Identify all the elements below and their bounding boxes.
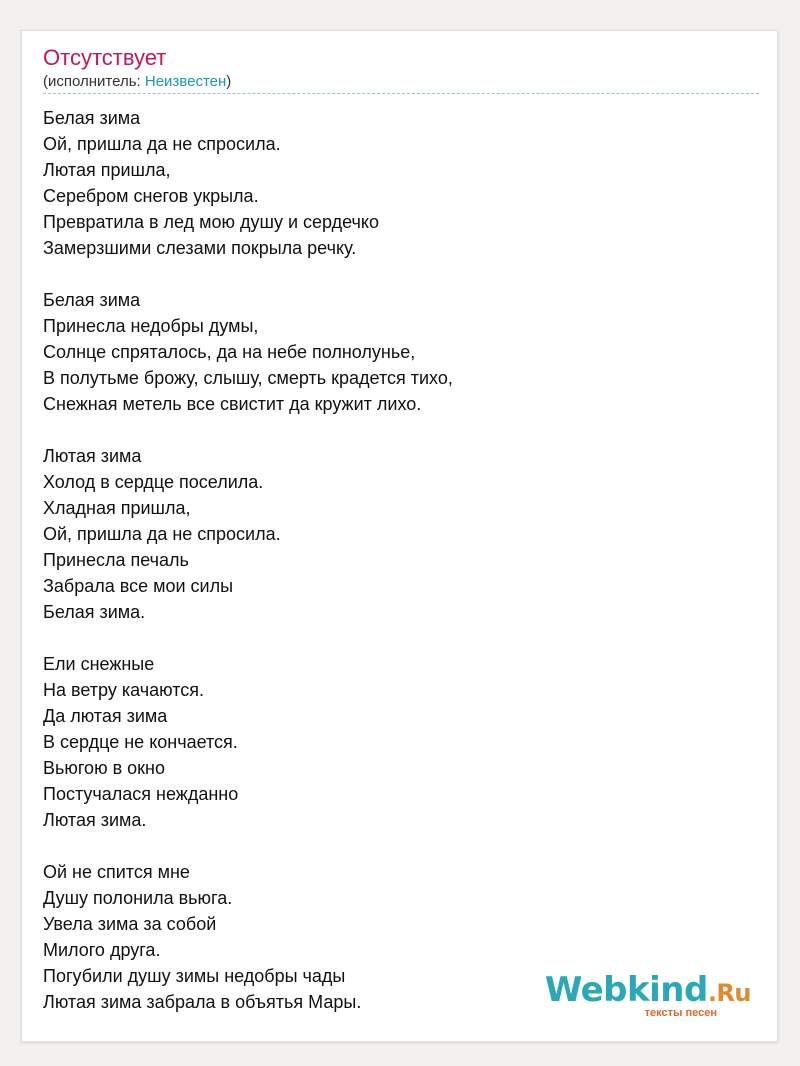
lyric-line: Ели снежные <box>43 654 155 674</box>
lyric-line: Милого друга. <box>43 940 161 960</box>
stanza <box>43 651 453 833</box>
lyric-line: Лютая зима забрала в объятья Мары. <box>43 992 362 1012</box>
lyric-line: Серебром снегов укрыла. <box>43 186 259 206</box>
lyric-line: Лютая зима <box>43 446 142 466</box>
stanza <box>43 287 453 417</box>
lyric-line: Забрала все мои силы <box>43 576 234 596</box>
lyric-line: Погубили душу зимы недобры чады <box>43 966 346 986</box>
logo-main: Webkind <box>544 970 708 1010</box>
logo-tagline: тексты песен <box>644 1007 717 1019</box>
lyric-line: Принесла недобры думы, <box>43 316 259 336</box>
lyric-line: Ой, пришла да не спросила. <box>43 134 281 154</box>
lyric-line: Холод в сердце поселила. <box>43 472 264 492</box>
lyric-line: Белая зима <box>43 108 141 128</box>
lyric-line: В полутьме брожу, слышу, смерть крадется тихо, <box>43 368 453 388</box>
logo-tld: .Ru <box>707 979 751 1007</box>
divider <box>43 93 759 94</box>
stanza <box>43 859 453 1015</box>
lyric-line: В сердце не кончается. <box>43 732 238 752</box>
performer-link[interactable]: Неизвестен <box>144 73 227 90</box>
webkind-logo[interactable] <box>545 972 751 1019</box>
lyric-line: Да лютая зима <box>43 706 168 726</box>
lyric-line: Замерзшими слезами покрыла речку. <box>43 238 357 258</box>
lyric-line: Снежная метель все свистит да кружит лихо. <box>43 394 422 414</box>
lyric-line: Ой не спится мне <box>43 862 190 882</box>
lyric-line: Белая зима <box>43 290 141 310</box>
lyric-line: Увела зима за собой <box>43 914 217 934</box>
logo-wordmark <box>545 972 751 1011</box>
performer-suffix: ) <box>226 73 232 90</box>
song-title: Отсутствует <box>43 45 167 70</box>
lyric-line: На ветру качаются. <box>43 680 205 700</box>
lyrics-body <box>43 105 453 1041</box>
lyric-line: Вьюгою в окно <box>43 758 165 778</box>
lyric-line: Постучалася нежданно <box>43 784 239 804</box>
lyric-line: Душу полонила вьюга. <box>43 888 233 908</box>
lyric-line: Лютая зима. <box>43 810 147 830</box>
stanza <box>43 105 453 261</box>
lyric-line: Принесла печаль <box>43 550 189 570</box>
performer-prefix: (исполнитель: <box>43 73 145 90</box>
lyric-line: Ой, пришла да не спросила. <box>43 524 281 544</box>
stanza <box>43 443 453 625</box>
performer-line <box>43 73 231 91</box>
lyric-line: Белая зима. <box>43 602 146 622</box>
lyrics-card <box>21 30 778 1042</box>
lyric-line: Превратила в лед мою душу и сердечко <box>43 212 380 232</box>
lyric-line: Лютая пришла, <box>43 160 171 180</box>
lyric-line: Солнце спряталось, да на небе полнолунье, <box>43 342 416 362</box>
lyric-line: Хладная пришла, <box>43 498 191 518</box>
